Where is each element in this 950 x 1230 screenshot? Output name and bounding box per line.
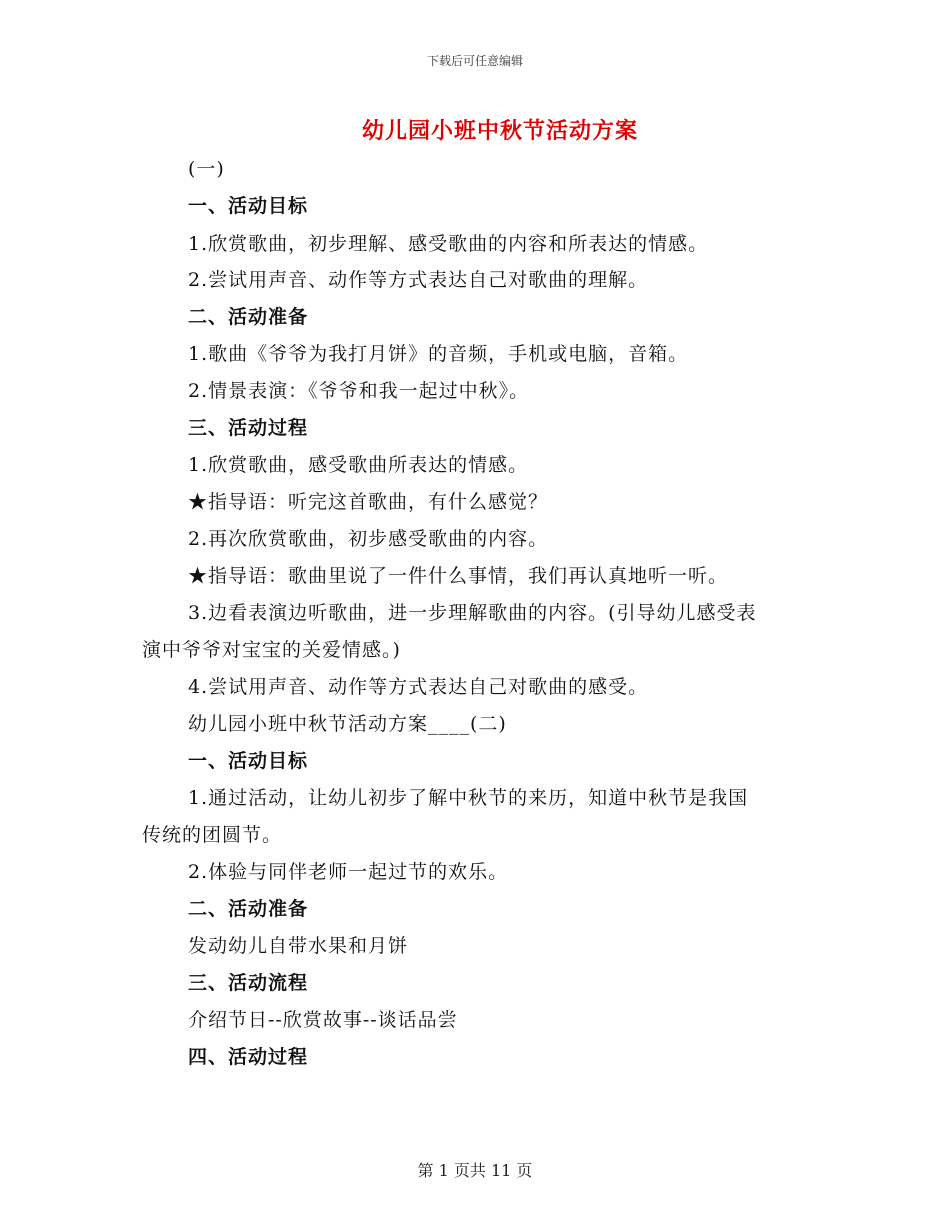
guide-line: ★指导语：听完这首歌曲，有什么感觉？ bbox=[188, 491, 549, 513]
paragraph: 1.欣赏歌曲，初步理解、感受歌曲的内容和所表达的情感。 bbox=[188, 233, 709, 255]
guide-line: ★指导语：歌曲里说了一件什么事情，我们再认真地听一听。 bbox=[188, 565, 729, 587]
section-marker: (一) bbox=[188, 158, 225, 180]
document-title: 幼儿园小班中秋节活动方案 bbox=[361, 118, 638, 144]
paragraph-continuation: 传统的团圆节。 bbox=[142, 824, 283, 846]
paragraph: 3.边看表演边听歌曲，进一步理解歌曲的内容。(引导幼儿感受表 bbox=[188, 602, 757, 624]
section-heading: 四、活动过程 bbox=[188, 1046, 309, 1068]
paragraph: 2.情景表演：《爷爷和我一起过中秋》。 bbox=[188, 380, 530, 402]
paragraph: 4.尝试用声音、动作等方式表达自己对歌曲的感受。 bbox=[188, 676, 649, 698]
subtitle-line: 幼儿园小班中秋节活动方案____(二) bbox=[188, 713, 507, 735]
paragraph: 2.体验与同伴老师一起过节的欢乐。 bbox=[188, 861, 509, 883]
paragraph-continuation: 演中爷爷对宝宝的关爱情感。) bbox=[142, 639, 401, 661]
section-heading: 二、活动准备 bbox=[188, 306, 309, 328]
paragraph: 1.歌曲《爷爷为我打月饼》的音频，手机或电脑，音箱。 bbox=[188, 343, 689, 365]
paragraph: 1.欣赏歌曲，感受歌曲所表达的情感。 bbox=[188, 454, 529, 476]
section-heading: 三、活动流程 bbox=[188, 972, 309, 994]
paragraph: 发动幼儿自带水果和月饼 bbox=[188, 935, 409, 957]
paragraph: 1.通过活动，让幼儿初步了解中秋节的来历，知道中秋节是我国 bbox=[188, 787, 749, 809]
section-heading: 二、活动准备 bbox=[188, 898, 309, 920]
paragraph: 介绍节日--欣赏故事--谈话品尝 bbox=[188, 1009, 458, 1031]
section-heading: 一、活动目标 bbox=[188, 195, 309, 217]
section-heading: 一、活动目标 bbox=[188, 750, 309, 772]
section-heading: 三、活动过程 bbox=[188, 417, 309, 439]
paragraph: 2.再次欣赏歌曲，初步感受歌曲的内容。 bbox=[188, 528, 549, 550]
page-header-note: 下载后可任意编辑 bbox=[426, 54, 523, 68]
page-footer-number: 第 1 页共 11 页 bbox=[417, 1161, 533, 1180]
paragraph: 2.尝试用声音、动作等方式表达自己对歌曲的理解。 bbox=[188, 269, 649, 291]
